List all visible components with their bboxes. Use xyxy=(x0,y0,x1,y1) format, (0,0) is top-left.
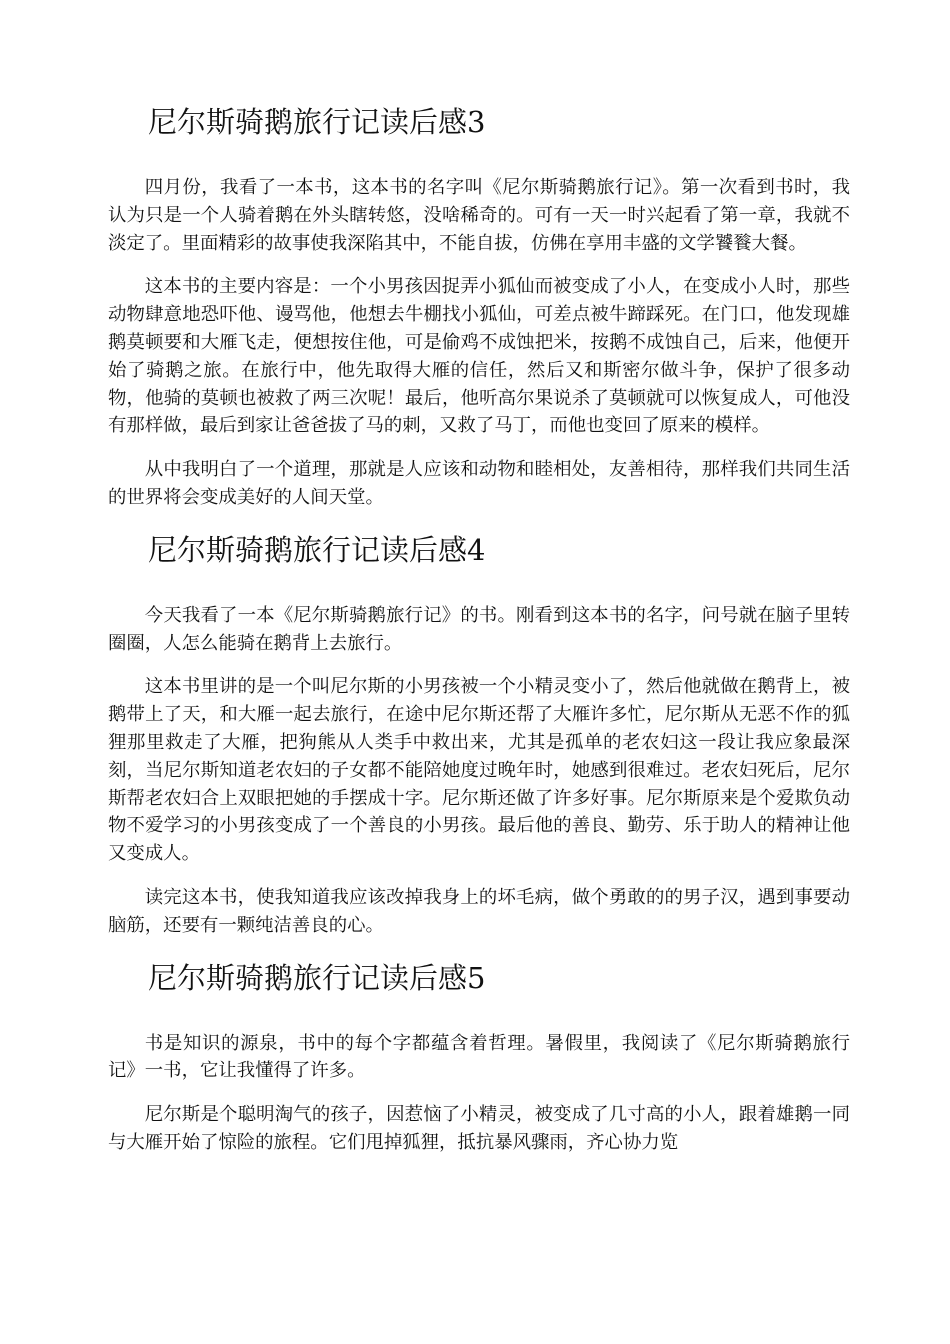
document-page xyxy=(108,100,850,1173)
essay-section-4 xyxy=(108,528,850,940)
section-title: 尼尔斯骑鹅旅行记读后感4 xyxy=(148,532,486,567)
paragraph: 这本书里讲的是一个叫尼尔斯的小男孩被一个小精灵变小了，然后他就做在鹅背上，被鹅带上了天，和大雁一起去旅行，在途中尼尔斯还帮了大雁许多忙，尼尔斯从无恶不作的狐狸那里救走了大雁，把狗熊从人类手中救出来，尤其是孤单的老农妇这一段让我应象最深刻，当尼尔斯知道老农妇的子女都不能陪她度过晚年时，她感到很难过。老农妇死后，尼尔斯帮老农妇合上双眼把她的手摆成十字。尼尔斯还做了许多好事。尼尔斯原来是个爱欺负动物不爱学习的小男孩变成了一个善良的小男孩。最后他的善良、勤劳、乐于助人的精神让他又变成人。 xyxy=(108,676,850,865)
paragraph: 书是知识的源泉，书中的每个字都蕴含着哲理。暑假里，我阅读了《尼尔斯骑鹅旅行记》一书，它让我懂得了许多。 xyxy=(108,1032,850,1082)
essay-section-5 xyxy=(108,956,850,1157)
essay-section-3 xyxy=(108,100,850,512)
paragraph: 今天我看了一本《尼尔斯骑鹅旅行记》的书。刚看到这本书的名字，问号就在脑子里转圈圈，人怎么能骑在鹅背上去旅行。 xyxy=(108,604,850,654)
paragraph: 这本书的主要内容是：一个小男孩因捉弄小狐仙而被变成了小人，在变成小人时，那些动物肆意地恐吓他、谩骂他，他想去牛棚找小狐仙，可差点被牛蹄踩死。在门口，他发现雄鹅莫顿要和大雁飞走，便想按住他，可是偷鸡不成蚀把米，按鹅不成蚀自己，后来，他便开始了骑鹅之旅。在旅行中，他先取得大雁的信任，然后又和斯密尔做斗争，保护了很多动物，他骑的莫顿也被救了两三次呢！最后，他听高尔果说杀了莫顿就可以恢复成人，可他没有那样做，最后到家让爸爸拔了马的刺，又救了马丁，而他也变回了原来的模样。 xyxy=(108,276,850,437)
paragraph: 读完这本书，使我知道我应该改掉我身上的坏毛病，做个勇敢的的男子汉，遇到事要动脑筋，还要有一颗纯洁善良的心。 xyxy=(108,886,850,936)
paragraph: 尼尔斯是个聪明淘气的孩子，因惹恼了小精灵，被变成了几寸高的小人，跟着雄鹅一同与大雁开始了惊险的旅程。它们甩掉狐狸，抵抗暴风骤雨，齐心协力览 xyxy=(108,1104,850,1153)
paragraph: 从中我明白了一个道理，那就是人应该和动物和睦相处，友善相待，那样我们共同生活的世界将会变成美好的人间天堂。 xyxy=(108,459,850,508)
section-title: 尼尔斯骑鹅旅行记读后感3 xyxy=(148,105,486,139)
paragraph: 四月份，我看了一本书，这本书的名字叫《尼尔斯骑鹅旅行记》。第一次看到书时，我认为只是一个人骑着鹅在外头瞎转悠，没啥稀奇的。可有一天一时兴起看了第一章，我就不淡定了。里面精彩的故事使我深陷其中，不能自拔，仿佛在享用丰盛的文学饕餮大餐。 xyxy=(108,177,850,254)
section-title: 尼尔斯骑鹅旅行记读后感5 xyxy=(148,960,486,995)
